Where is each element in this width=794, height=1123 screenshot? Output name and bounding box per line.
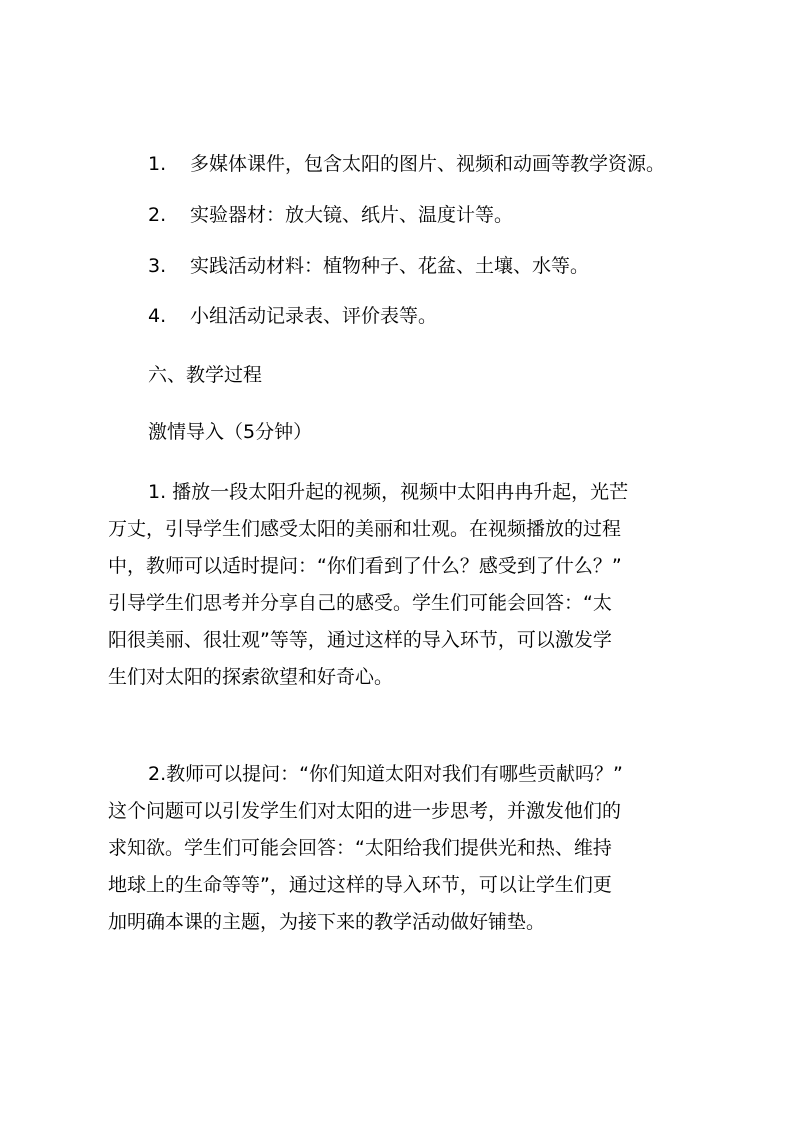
paragraph-line: 地球上的生命等等”，通过这样的导入环节，可以让学生们更 xyxy=(108,874,612,896)
paragraph-line: 加明确本课的主题，为接下来的教学活动做好铺垫。 xyxy=(108,911,546,933)
paragraph-line: 2.教师可以提问：“你们知道太阳对我们有哪些贡献吗？” xyxy=(148,763,623,785)
list-item xyxy=(148,150,665,178)
paragraph-line: 这个问题可以引发学生们对太阳的进一步思考，并激发他们的 xyxy=(108,800,622,822)
list-text: 小组活动记录表、评价表等。 xyxy=(190,305,438,327)
section-heading: 六、教学过程 xyxy=(148,364,263,386)
paragraph-line: 求知欲。学生们可能会回答：“太阳给我们提供光和热、维持 xyxy=(108,837,612,859)
list-item xyxy=(148,302,437,330)
paragraph-line: 引导学生们思考并分享自己的感受。学生们可能会回答：“太 xyxy=(108,592,612,614)
list-text: 实验器材：放大镜、纸片、温度计等。 xyxy=(190,204,514,226)
paragraph-1 xyxy=(108,474,708,696)
paragraph-2 xyxy=(108,756,708,941)
paragraph-line: 阳很美丽、很壮观”等等，通过这样的导入环节，可以激发学 xyxy=(108,629,612,651)
list-text: 实践活动材料：植物种子、花盆、土壤、水等。 xyxy=(190,255,590,277)
list-text: 多媒体课件，包含太阳的图片、视频和动画等教学资源。 xyxy=(190,153,666,175)
paragraph-line: 万丈，引导学生们感受太阳的美丽和壮观。在视频播放的过程 xyxy=(108,518,622,540)
list-number: 2. xyxy=(148,204,167,226)
list-number: 4. xyxy=(148,305,167,327)
list-item xyxy=(148,201,513,229)
list-item xyxy=(148,252,589,280)
list-number: 3. xyxy=(148,255,167,277)
paragraph-line: 1. 播放一段太阳升起的视频，视频中太阳冉冉升起，光芒 xyxy=(148,481,629,503)
paragraph-line: 中，教师可以适时提问：“你们看到了什么？感受到了什么？” xyxy=(108,555,622,577)
list-number: 1. xyxy=(148,153,167,175)
subsection-heading: 激情导入（5分钟） xyxy=(148,421,313,443)
paragraph-line: 生们对太阳的探索欲望和好奇心。 xyxy=(108,666,394,688)
